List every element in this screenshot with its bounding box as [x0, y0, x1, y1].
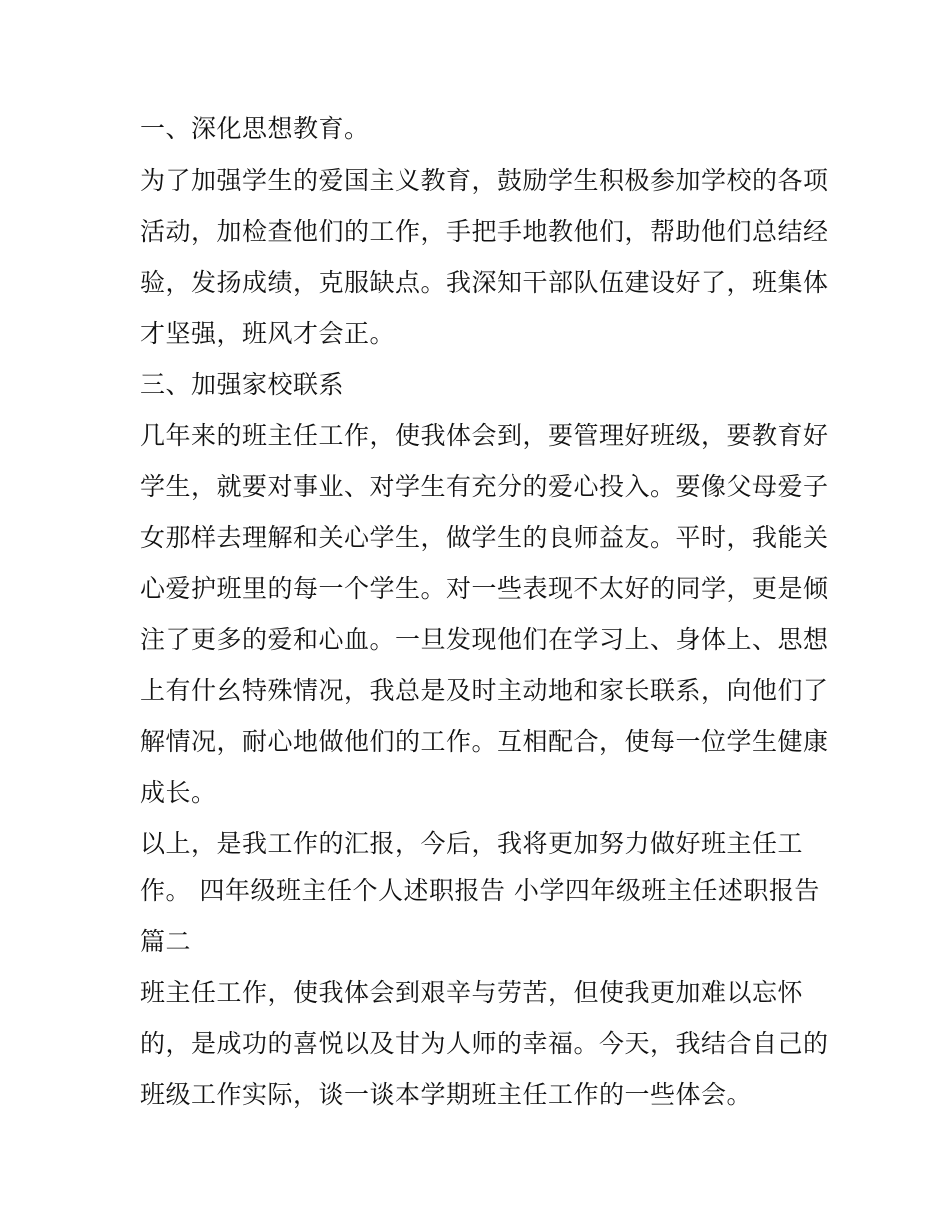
text-line: 几年来的班主任工作，使我体会到，要管理好班级，要教育好: [140, 421, 829, 450]
text-line: 成长。: [140, 778, 217, 807]
text-line: 活动，加检查他们的工作，手把手地教他们，帮助他们总结经: [140, 217, 829, 246]
section-heading-3: 三、加强家校联系: [140, 370, 345, 399]
text-line: 注了更多的爱和心血。一旦发现他们在学习上、身体上、思想: [140, 625, 829, 654]
text-line: 的，是成功的喜悦以及甘为人师的幸福。今天，我结合自己的: [140, 1029, 829, 1058]
text-line: 学生，就要对事业、对学生有充分的爱心投入。要像父母爱子: [140, 472, 829, 501]
section-heading-1: 一、深化思想教育。: [140, 114, 370, 143]
text-line: 解情况，耐心地做他们的工作。互相配合，使每一位学生健康: [140, 727, 829, 756]
text-line: 以上，是我工作的汇报，今后，我将更加努力做好班主任工: [140, 829, 804, 858]
text-line: 心爱护班里的每一个学生。对一些表现不太好的同学，更是倾: [140, 574, 829, 603]
text-line: 作。 四年级班主任个人述职报告 小学四年级班主任述职报告: [140, 876, 820, 905]
text-line: 班级工作实际，谈一谈本学期班主任工作的一些体会。: [140, 1080, 753, 1109]
text-line: 验，发扬成绩，克服缺点。我深知干部队伍建设好了，班集体: [140, 268, 829, 297]
text-line: 女那样去理解和关心学生，做学生的良师益友。平时，我能关: [140, 523, 829, 552]
text-line: 班主任工作，使我体会到艰辛与劳苦，但使我更加难以忘怀: [140, 978, 804, 1007]
text-line: 才坚强，班风才会正。: [140, 319, 396, 348]
text-line: 篇二: [140, 927, 192, 956]
text-line: 上有什幺特殊情况，我总是及时主动地和家长联系，向他们了: [140, 676, 829, 705]
text-line: 为了加强学生的爱国主义教育，鼓励学生积极参加学校的各项: [140, 166, 829, 195]
